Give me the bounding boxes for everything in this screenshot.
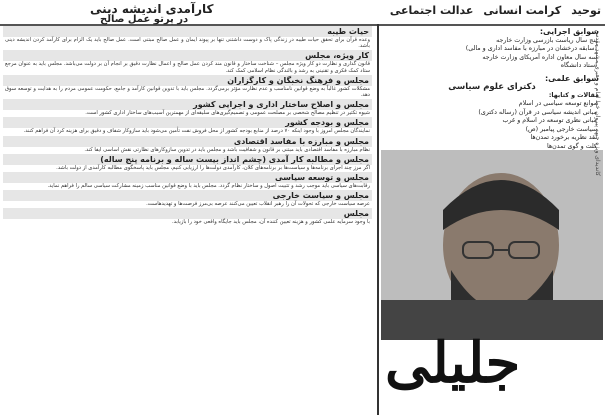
section-title: مجلس و توسعه سیاسی xyxy=(3,172,372,183)
section-body: مشکلات کشور غالباً به وضع قوانین نامناسب و عدم نظارت مؤثر برمی‌گردد. مجلس باید با تدوین قوانین کارآمد و جامع، حکومت عمومی مردم را به هدایت و توسعه سوق دهد. xyxy=(5,85,370,99)
section-title: مجلس و فرهنگ نخبگان و کارگزاران xyxy=(3,75,372,86)
section-body: وعده قرآن برای تحقق حیات طیبه در زندگی پاک و دوست داشتنی تنها بر پیوند ایمان و عمل صالح مبتنی است. عمل صالح باید یک الزام برای کارآمد کردن اندیشه دینی باشد. xyxy=(5,37,370,50)
section xyxy=(3,99,372,116)
section-body: قانون گذاری و نظارت دو کار ویژه مجلس – شناخت ساختار و قانون مند کردن عمل صالح و اعمال نظارت دقیق بر انجام آن بر دولت می‌باشد. مجلس باید به عنوان مرجع ستاد کمک فکری و تقنینی به رشد و بالندگی نظام اسلامی کمک کند. xyxy=(5,61,370,74)
section xyxy=(3,50,372,73)
portrait-illustration xyxy=(381,150,603,340)
section-title: مجلس xyxy=(3,208,372,219)
section xyxy=(3,117,372,134)
education-box xyxy=(379,73,605,154)
exec-item: سه سال معاون اداره آمریکای وزارت خارجه xyxy=(482,53,597,61)
section-body: نمایندگان مجلس امروز با وجود اینکه ۷۰ درصد از منابع بودجه کشور از محل فروش نفت تأمین می‌شود باید سازوکار شفاف و دقیق برای هزینه کرد آن فراهم کنند. xyxy=(23,128,370,135)
edu-title: سوابق علمی: xyxy=(544,73,599,83)
section-title: کار ویژه، مجلس xyxy=(3,50,372,61)
section-title: مجلس و اصلاح ساختار اداری و اجرایی کشور xyxy=(3,99,372,110)
section-title: مجلس و مطالبه کار آمدی (چشم انداز بیست ساله و برنامه پنج ساله) xyxy=(3,154,372,165)
slogan-2: کرامت انسانی xyxy=(483,4,562,17)
section xyxy=(3,75,372,98)
section-body: شیوه تکثیر در تنظیم مصالح شخصی بر مصلحت عمومی و تصمیم‌گیری‌های سلیقه‌ای از مهمترین آسیب‌های ساختار اداری کشور است. xyxy=(85,110,370,117)
section xyxy=(3,136,372,153)
section xyxy=(3,190,372,207)
section-body: عرصه سیاست خارجی که تحولات آن را رهبر انقلاب تعیین می‌کنند عرصه بی‌مرز فرصت‌ها و تهدیدهاست. xyxy=(146,201,370,208)
book-item: موانع توسعه سیاسی در اسلام xyxy=(518,100,597,107)
section-body: رقابت‌های سیاسی باید موجب رشد و تثبیت اصول و ساختار نظام گردد. مجلس باید با وضع قوانین مناسب زمینه مشارکت سیاسی سالم را فراهم نماید. xyxy=(47,183,370,190)
slogans xyxy=(390,4,601,17)
book-item: کلت و گوی تمدن‌ها xyxy=(546,142,597,150)
header-bar xyxy=(0,0,605,26)
slogan-3: عدالت اجتماعی xyxy=(389,4,474,17)
exec-item: (سابقه درخشان در مبارزه با مفاسد اداری و مالی) xyxy=(465,45,597,52)
exec-title: سوابق اجرایی: xyxy=(539,27,599,36)
article-column xyxy=(0,26,375,415)
books-title: مقالات و کتابها: xyxy=(548,91,599,99)
book-item: مبانی اندیشه سیاسی در قرآن (رساله دکتری) xyxy=(478,108,597,116)
section-title: حیات طیبه xyxy=(3,26,372,37)
candidate-note: کاندیدای ویژه جبهه پیروان خط امام و رهبری مشهد مقدس xyxy=(594,30,601,176)
candidate-name: جلیلی xyxy=(385,330,521,396)
section-title: مجلس و بودجه کشور xyxy=(3,117,372,128)
section-title: مجلس و سیاست خارجی xyxy=(3,190,372,201)
section-title: مجلس و مبارزه با مفاسد اقتصادی xyxy=(3,136,372,147)
section xyxy=(3,208,372,225)
book-item: سیاست خارجی پیامبر (ص) xyxy=(525,125,597,133)
section-body: با وجود سرمایه علمی کشور و هزینه تعیین کننده آن، مجلس باید جایگاه واقعی خود را بازیابد. xyxy=(171,219,370,226)
section-body: اگر مرز چند اجرای برنامه‌ها و سیاست‌ها بر برنامه‌های کلان، کارآمدی دولت‌ها را ارزیابی کنیم، مجلس باید پاسخگوی مطالبه کارآمدی از دولت باشد. xyxy=(56,164,370,171)
page-subtitle: در پرتو عمل صالح xyxy=(100,14,189,25)
section xyxy=(3,172,372,189)
section xyxy=(3,154,372,171)
section-body: نظام مبارزه با مفاسد اقتصادی باید مبتنی بر قانون و شفافیت باشد و مجلس باید در تدوین سازوکارهای نظارتی نقش اساسی ایفا کند. xyxy=(84,146,370,153)
book-item: مبانی نظری توسعه در اسلام و غرب xyxy=(502,117,597,124)
exec-item: استاد دانشگاه xyxy=(560,62,597,69)
page-title: کارآمدی اندیشه دینی xyxy=(90,2,214,16)
exec-item: پنج سال ریاست بازرسی وزارت خارجه xyxy=(496,36,597,44)
book-item: نقد نظریه برخورد تمدن‌ها xyxy=(530,134,597,141)
section xyxy=(3,26,372,49)
exec-record-box xyxy=(379,26,605,73)
candidate-portrait xyxy=(381,150,603,340)
slogan-1: توحید xyxy=(571,4,601,17)
degree: دکترای علوم سیاسی xyxy=(448,82,536,92)
